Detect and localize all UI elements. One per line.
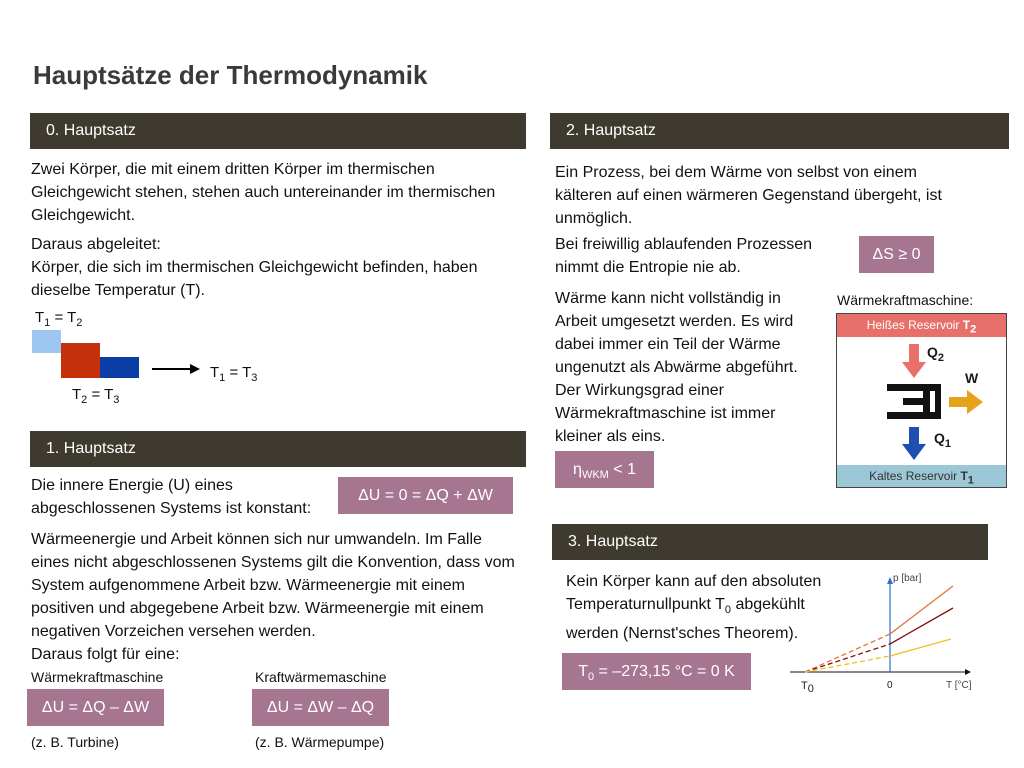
- q1-label: $Q_1$: [934, 430, 952, 450]
- s0-paragraph-1: Zwei Körper, die mit einem dritten Körper im thermischen Gleichgewicht stehen, stehen auch untereinander im thermischen Gleichgewicht.: [31, 161, 496, 224]
- heat-pump-example: (z. B. Wärmepumpe): [255, 734, 385, 750]
- graph-ylabel: p [bar]: [893, 573, 922, 584]
- arrow-right-icon: [150, 362, 202, 376]
- heat-engine-label: Wärmekraftmaschine: [31, 669, 164, 685]
- s2-paragraph-2: Bei freiwillig ablaufenden Prozessen nimmt die Entropie nie ab.: [555, 236, 813, 276]
- heat-pump-label: Kraftwärmemaschine: [255, 669, 387, 685]
- section-0-header: 0. Hauptsatz: [30, 113, 526, 149]
- section-2-header: 2. Hauptsatz: [550, 113, 1009, 149]
- energy-formula-box: ΔU = 0 = ΔQ + ΔW: [338, 477, 513, 514]
- heat-engine-diagram: [836, 313, 1007, 488]
- efficiency-formula-box: $\eta_{WKM} < 1$: [555, 451, 654, 488]
- equation-t2-t3: $T_2 = T_3$: [72, 386, 120, 406]
- cold-reservoir: Kaltes Reservoir $T_1$: [837, 465, 1006, 487]
- pressure-temperature-graph: [785, 572, 985, 697]
- s2-paragraph-1: Ein Prozess, bei dem Wärme von selbst von einem kälteren auf einen wärmeren Gegenstand übergeht, ist unmöglich.: [555, 164, 942, 227]
- s0-paragraph-2: Körper, die sich im thermischen Gleichgewicht befinden, haben dieselbe Temperatur (T).: [31, 259, 478, 299]
- w-label: W: [965, 370, 979, 386]
- heat-pump-formula: ΔU = ΔW – ΔQ: [252, 689, 389, 726]
- heat-engine-formula: ΔU = ΔQ – ΔW: [27, 689, 164, 726]
- s0-derived-label: Daraus abgeleitet:: [31, 236, 161, 253]
- s1-paragraph-2: Wärmeenergie und Arbeit können sich nur umwandeln. Im Falle eines nicht abgeschlossenen Systems gilt die Konvention, dass vom System aufgenommene Arbeit bzw. Wärmeenergie mit einem positiven und abgegebene Arbeit bzw. Wärmeenergie mit einem negativen Vorzeichen versehen werden.: [31, 531, 515, 640]
- engine-icon: [837, 314, 1006, 489]
- heat-engine-example: (z. B. Turbine): [31, 734, 119, 750]
- q2-label: $Q_2$: [927, 344, 945, 364]
- body-light-square: [32, 330, 61, 353]
- s3-paragraph: Kein Körper kann auf den absoluten Temperaturnullpunkt $T_0$ abgekühlt werden (Nernst'sches Theorem).: [566, 573, 822, 643]
- section-3-header: 3. Hauptsatz: [552, 524, 988, 560]
- page-title: Hauptsätze der Thermodynamik: [33, 60, 428, 90]
- body-blue-square: [100, 357, 139, 378]
- s1-paragraph-3: Daraus folgt für eine:: [31, 646, 180, 663]
- equation-t1-t3: $T_1 = T_3$: [210, 364, 258, 384]
- equation-t1-t2: $T_1 = T_2$: [35, 309, 83, 329]
- graph-tick-zero: 0: [887, 680, 893, 691]
- entropy-formula-box: ΔS ≥ 0: [859, 236, 934, 273]
- body-red-square: [61, 343, 100, 378]
- s2-paragraph-3: Wärme kann nicht vollständig in Arbeit umgesetzt werden. Es wird dabei immer ein Teil der Wärme ungenutzt als Abwärme abgeführt. Der Wirkungsgrad einer Wärmekraftmaschine ist immer kleiner als eins.: [555, 290, 798, 445]
- graph-tick-t0: $T_0$: [801, 680, 814, 696]
- hot-reservoir: Heißes Reservoir $T_2$: [837, 314, 1006, 337]
- heat-engine-diagram-label: Wärmekraftmaschine:: [837, 292, 974, 308]
- graph-xlabel: T [°C]: [946, 680, 972, 691]
- section-1-header: 1. Hauptsatz: [30, 431, 526, 467]
- s1-paragraph-1: Die innere Energie (U) eines abgeschlossenen Systems ist konstant:: [31, 477, 312, 517]
- absolute-zero-formula: $T_0 = -273,15$ °C = 0 K: [562, 653, 751, 690]
